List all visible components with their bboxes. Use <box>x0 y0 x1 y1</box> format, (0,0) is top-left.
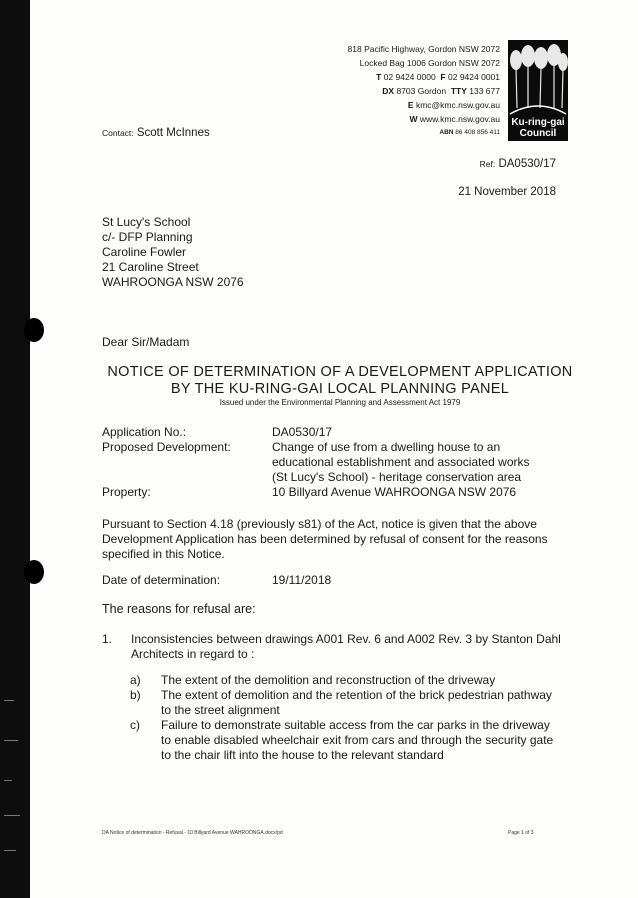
scan-edge <box>0 0 30 898</box>
scan-mark <box>4 850 16 851</box>
council-locked-bag: Locked Bag 1006 Gordon NSW 2072 <box>359 58 500 68</box>
footer-page-number: Page 1 of 3 <box>508 830 534 836</box>
issued-under: Issued under the Environmental Planning and Assessment Act 1979 <box>219 398 461 407</box>
scan-mark <box>4 700 14 701</box>
recipient-line: 21 Caroline Street <box>102 260 199 274</box>
ref-label: Ref: <box>479 159 496 169</box>
notice-paragraph: Pursuant to Section 4.18 (previously s81) of the Act, notice is given that the above Development Application has been determined by refusal of consent for the reasons specified in this Notice. <box>102 517 548 561</box>
council-logo <box>508 40 568 141</box>
punch-hole <box>24 560 44 584</box>
subitem-text: The extent of the demolition and reconstruction of the driveway <box>161 673 496 687</box>
recipient-address <box>102 215 244 290</box>
contact-name: Scott McInnes <box>136 127 210 139</box>
property-label: Property: <box>102 485 151 499</box>
recipient-line: Caroline Fowler <box>102 245 187 259</box>
council-dx-tty: DX 8703 Gordon TTY 133 677 <box>382 86 500 96</box>
recipient-line: WAHROONGA NSW 2076 <box>102 275 244 289</box>
subitem-text: Failure to demonstrate suitable access from the car parks in the driveway to enable disabled wheelchair exit from cars and through the security gate to the chair lift into the house to the relevant standard <box>161 718 554 762</box>
recipient-line: St Lucy's School <box>102 215 191 229</box>
application-no: DA0530/17 <box>272 425 333 439</box>
council-address-block <box>348 42 500 140</box>
date-of-determination: 19/11/2018 <box>272 573 332 587</box>
scan-mark <box>4 780 12 781</box>
reasons-heading: The reasons for refusal are: <box>102 602 256 616</box>
proposed-development-line: educational establishment and associated works <box>272 455 530 469</box>
subitem-letter: c) <box>130 718 140 732</box>
proposed-development-line: Change of use from a dwelling house to an <box>272 440 501 454</box>
council-email: E kmc@kmc.nsw.gov.au <box>407 100 500 110</box>
proposed-development-line: (St Lucy's School) - heritage conservation area <box>272 470 522 484</box>
letter-date: 21 November 2018 <box>458 186 556 198</box>
notice-title-line-2: BY THE KU-RING-GAI LOCAL PLANNING PANEL <box>170 381 510 397</box>
reference-line <box>480 158 556 170</box>
proposed-development <box>272 440 529 485</box>
notice-title-line-1: NOTICE OF DETERMINATION OF A DEVELOPMENT APPLICATION <box>107 364 573 380</box>
contact-line <box>102 127 210 139</box>
council-website: W www.kmc.nsw.gov.au <box>409 114 500 124</box>
ref-number: DA0530/17 <box>498 158 556 170</box>
salutation: Dear Sir/Madam <box>102 335 190 349</box>
application-no-label: Application No.: <box>102 425 187 439</box>
proposed-development-label: Proposed Development: <box>102 440 231 454</box>
scan-mark <box>4 740 18 741</box>
logo-line-1: Ku-ring-gai <box>511 117 565 128</box>
council-abn: ABN 86 408 856 411 <box>439 129 500 136</box>
subitem-text: The extent of demolition and the retention of the brick pedestrian pathway to the street alignment <box>161 688 552 717</box>
council-street-address: 818 Pacific Highway, Gordon NSW 2072 <box>347 44 500 54</box>
footer-document-name: DA Notice of determination - Refusal - 10 Billyard Avenue WAHROONGA.docx/pd <box>102 830 283 836</box>
punch-hole <box>24 318 44 342</box>
subitem-letter: b) <box>130 688 141 702</box>
contact-label: Contact: <box>102 128 134 138</box>
property-address: 10 Billyard Avenue WAHROONGA NSW 2076 <box>272 485 517 499</box>
subitem-letter: a) <box>130 673 141 687</box>
reason-text: Inconsistencies between drawings A001 Rev. 6 and A002 Rev. 3 by Stanton Dahl Architects in regard to : <box>131 632 561 661</box>
logo-line-2: Council <box>519 128 557 139</box>
council-phone-fax: T 02 9424 0000 F 02 9424 0001 <box>376 72 500 82</box>
scan-mark <box>4 815 20 816</box>
reason-number: 1. <box>102 632 113 646</box>
date-of-determination-label: Date of determination: <box>102 573 221 587</box>
recipient-line: c/- DFP Planning <box>102 230 193 244</box>
